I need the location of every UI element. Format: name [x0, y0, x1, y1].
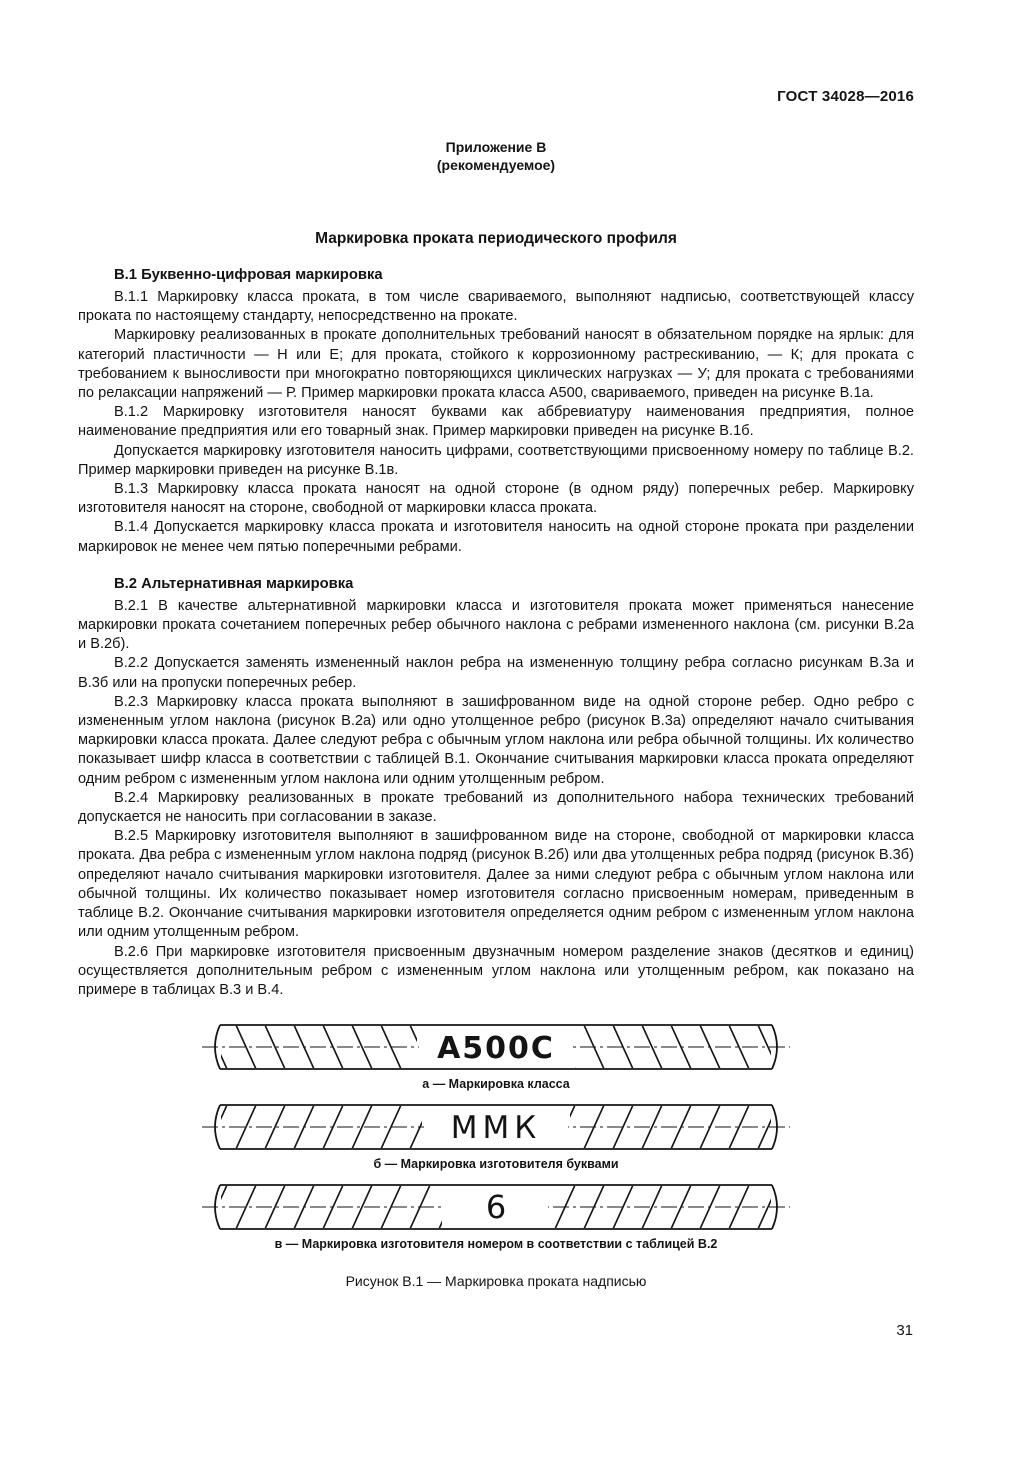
rebar-drawing-manufacturer-letters — [202, 1102, 790, 1152]
section-heading-b2: В.2 Альтернативная маркировка — [114, 575, 354, 592]
page-title: Маркировка проката периодического профиля — [315, 230, 677, 247]
figure-caption-v: в — Маркировка изготовителя номером в соответствии с таблицей В.2 — [274, 1237, 718, 1252]
figure-b1b — [78, 1102, 914, 1171]
paragraph-b1-3: В.1.3 Маркировку класса проката наносят на одной стороне (в одном ряду) поперечных ребер. Маркировку изготовителя наносят на стороне, свободной от маркировки класса проката. — [78, 481, 914, 517]
paragraph-b2-3: В.2.3 Маркировку класса проката выполняют в зашифрованном виде на одной стороне ребер. Одно ребро с измененным углом наклона (рисунок В.2а) или одно утолщенное ребро (рисунок В.3а) определяют начало считывания маркировки класса проката. Далее следуют ребра с обычным углом наклона или ребра обычной толщины. Их количество показывает шифр класса в соответствии с таблицей В.1. Окончание считывания маркировки класса проката определяют одним ребром с измененным углом наклона или одним утолщенным ребром. — [78, 693, 914, 787]
page-number: 31 — [896, 1322, 913, 1339]
rebar-label-manufacturer-letters: ММК — [450, 1110, 542, 1147]
rebar-label-manufacturer-number: 6 — [485, 1188, 507, 1227]
rebar-drawing-manufacturer-number — [202, 1182, 790, 1232]
paragraph-b1-1-cont: Маркировку реализованных в прокате дополнительных требований наносят в обязательном порядке на ярлык: для категорий пластичности — Н или Е; для проката, стойкого к коррозионному растрескиванию, — К; для проката с требованием к выносливости при многократно повторяющихся циклических нагрузках — У; для проката с требованиями по релаксации напряжений — Р. Пример маркировки проката класса А500, свариваемого, приведен на рисунке В.1а. — [78, 327, 914, 402]
paragraph-b2-1: В.2.1 В качестве альтернативной маркировки класса и изготовителя проката может применяться нанесение маркировки проката сочетанием поперечных ребер обычного наклона с ребрами измененного наклона (см. рисунки В.2а и В.2б). — [78, 597, 914, 653]
figure-main-caption: Рисунок В.1 — Маркировка проката надписью — [345, 1273, 647, 1290]
appendix-subtitle: (рекомендуемое) — [436, 157, 556, 173]
paragraph-b1-1: В.1.1 Маркировку класса проката, в том числе свариваемого, выполняют надписью, соответствующей классу проката по настоящему стандарту, непосредственно на прокате. — [78, 289, 914, 325]
section-heading-b1: В.1 Буквенно-цифровая маркировка — [114, 267, 383, 283]
rebar-label-class: А500С — [437, 1031, 555, 1067]
figure-caption-a: а — Маркировка класса — [422, 1077, 570, 1092]
paragraph-b2-4: В.2.4 Маркировку реализованных в прокате требований из дополнительного набора технических требований допускается не наносить при согласовании в заказе. — [78, 789, 914, 826]
figure-caption-b: б — Маркировка изготовителя буквами — [373, 1157, 619, 1172]
figure-block-b1 — [78, 1022, 914, 1289]
paragraph-b1-4: В.1.4 Допускается маркировку класса проката и изготовителя наносить на одной стороне проката при разделении маркировок не менее чем пятью поперечными ребрами. — [78, 519, 914, 555]
paragraph-b2-6: В.2.6 При маркировке изготовителя присвоенным двузначным номером разделение знаков (десятков и единиц) осуществляется дополнительным ребром с измененным углом наклона или утолщенным ребром, как показано на примере в таблицах В.3 и В.4. — [78, 943, 914, 998]
paragraph-b2-2: В.2.2 Допускается заменять измененный наклон ребра на измененную толщину ребра согласно рисункам В.3а и В.3б или на пропуски поперечных ребер. — [78, 655, 914, 691]
appendix-title: Приложение В — [445, 139, 547, 155]
paragraph-b2-5: В.2.5 Маркировку изготовителя выполняют в зашифрованном виде на стороне, свободной от маркировки класса проката. Два ребра с измененным углом наклона подряд (рисунок В.2б) или два утолщенных ребра подряд (рисунок В.3б) определяют начало считывания маркировки изготовителя. Далее за ними следуют ребра с обычным углом наклона или обычной толщины. Их количество показывает номер изготовителя согласно присвоенным номерам, приведенным в таблице В.2. Окончание считывания маркировки изготовителя определяется одним ребром с измененным углом наклона или одним утолщенным ребром. — [78, 828, 914, 941]
paragraph-b1-2: В.1.2 Маркировку изготовителя наносят буквами как аббревиатуру наименования предприятия, полное наименование предприятия или его товарный знак. Пример маркировки приведен на рисунке В.1б. — [78, 404, 914, 440]
appendix-header — [78, 138, 914, 174]
rebar-drawing-class-marking — [202, 1022, 790, 1072]
figure-b1v — [78, 1182, 914, 1251]
paragraph-b1-2-cont: Допускается маркировку изготовителя наносить цифрами, соответствующими присвоенному номеру по таблице В.2. Пример маркировки приведен на рисунке В.1в. — [78, 442, 914, 478]
figure-b1a — [78, 1022, 914, 1091]
document-number: ГОСТ 34028—2016 — [777, 88, 914, 105]
